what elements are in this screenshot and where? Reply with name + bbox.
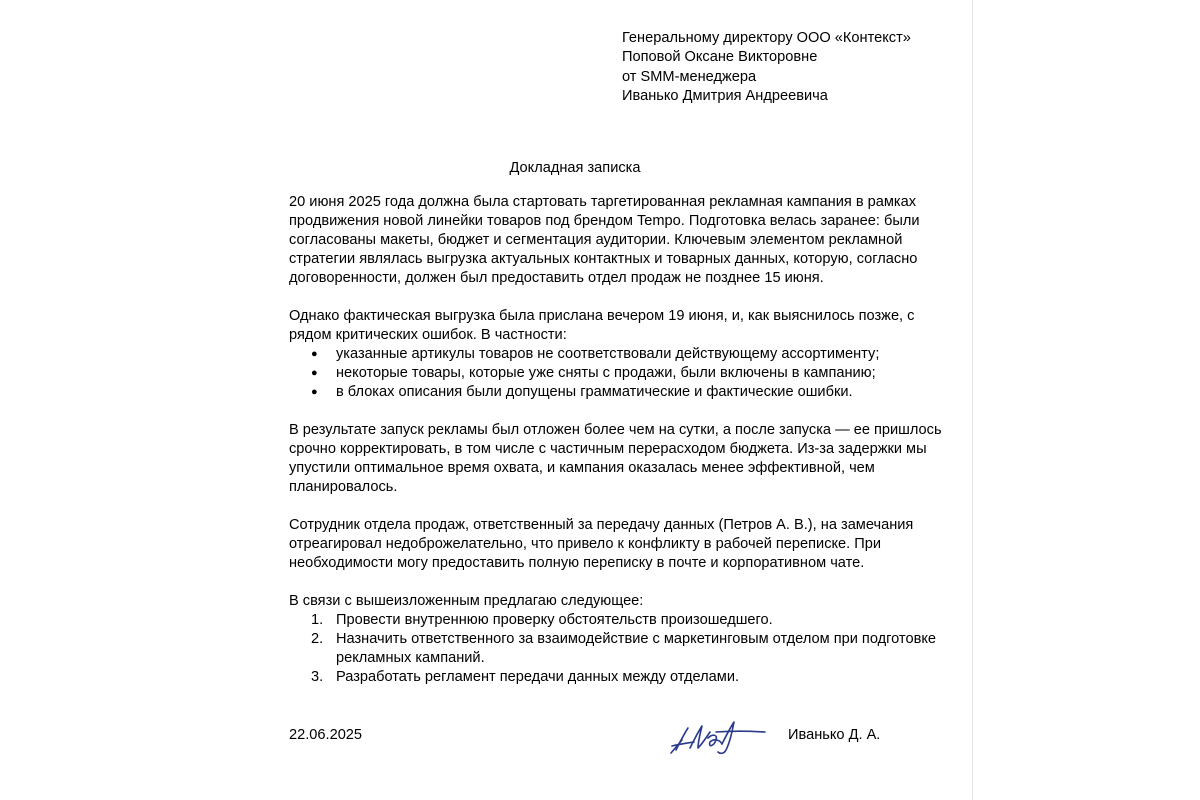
signer-name: Иванько Д. А. xyxy=(788,727,881,743)
proposals-list xyxy=(289,611,949,687)
paragraph-proposals-intro: В связи с вышеизложенным предлагаю следующее: xyxy=(289,593,644,609)
list-number: 2. xyxy=(311,631,324,647)
paragraph-conflict: Сотрудник отдела продаж, ответственный за передачу данных (Петров А. В.), на замечания отреагировал недоброжелательно, что привело к конфликту в рабочей переписке. При необходимости могу предоставить полную переписку в почте и корпоративном чате. xyxy=(289,517,914,571)
paragraph-consequences: В результате запуск рекламы был отложен более чем на сутки, а после запуска — ее пришлось срочно корректировать, в том числе с частичным перерасходом бюджета. Из-за задержки мы упустили оптимальное время охвата, и кампания оказалась менее эффективной, чем планировалось. xyxy=(289,422,942,495)
page-margin xyxy=(972,0,1200,800)
bullet-icon: ● xyxy=(311,386,318,398)
list-item-text: Назначить ответственного за взаимодействие с маркетинговым отделом при подготовке рекламных кампаний. xyxy=(336,631,936,666)
signature-icon xyxy=(668,718,768,760)
bullet-icon: ● xyxy=(311,348,318,360)
list-number: 3. xyxy=(311,669,324,685)
paragraph-background: 20 июня 2025 года должна была стартовать таргетированная рекламная кампания в рамках продвижения новой линейки товаров под брендом Tempo. Подготовка велась заранее: были согласованы макеты, бюджет и сегментация аудитории. Ключевым элементом рекламной стратегии являлась выгрузка актуальных контактных и товарных данных, которую, согласно договоренности, должен был предоставить отдел продаж не позднее 15 июня. xyxy=(289,194,920,286)
issues-list xyxy=(289,345,949,402)
list-item xyxy=(289,611,949,630)
list-item xyxy=(289,364,949,383)
addressee-line-4: Иванько Дмитрия Андреевича xyxy=(622,87,828,104)
document-title: Докладная записка xyxy=(509,160,641,176)
document-date: 22.06.2025 xyxy=(289,727,363,743)
bullet-icon: ● xyxy=(311,367,318,379)
list-item xyxy=(289,630,949,668)
document-body xyxy=(289,193,949,687)
addressee-line-3: от SMM-менеджера xyxy=(622,68,757,85)
list-item xyxy=(289,345,949,364)
addressee-line-1: Генеральному директору ООО «Контекст» xyxy=(622,30,911,46)
list-item xyxy=(289,383,949,402)
list-item-text: указанные артикулы товаров не соответствовали действующему ассортименту; xyxy=(336,346,880,362)
addressee-block xyxy=(622,29,962,106)
paragraph-issues-intro: Однако фактическая выгрузка была прислана вечером 19 июня, и, как выяснилось позже, с рядом критических ошибок. В частности: xyxy=(289,308,915,343)
list-item-text: Провести внутреннюю проверку обстоятельств произошедшего. xyxy=(336,612,773,628)
list-item-text: некоторые товары, которые уже сняты с продажи, были включены в кампанию; xyxy=(336,365,876,381)
list-number: 1. xyxy=(311,612,324,628)
list-item xyxy=(289,668,949,687)
addressee-line-2: Поповой Оксане Викторовне xyxy=(622,49,818,66)
list-item-text: в блоках описания были допущены грамматические и фактические ошибки. xyxy=(336,384,853,400)
list-item-text: Разработать регламент передачи данных между отделами. xyxy=(336,669,740,685)
